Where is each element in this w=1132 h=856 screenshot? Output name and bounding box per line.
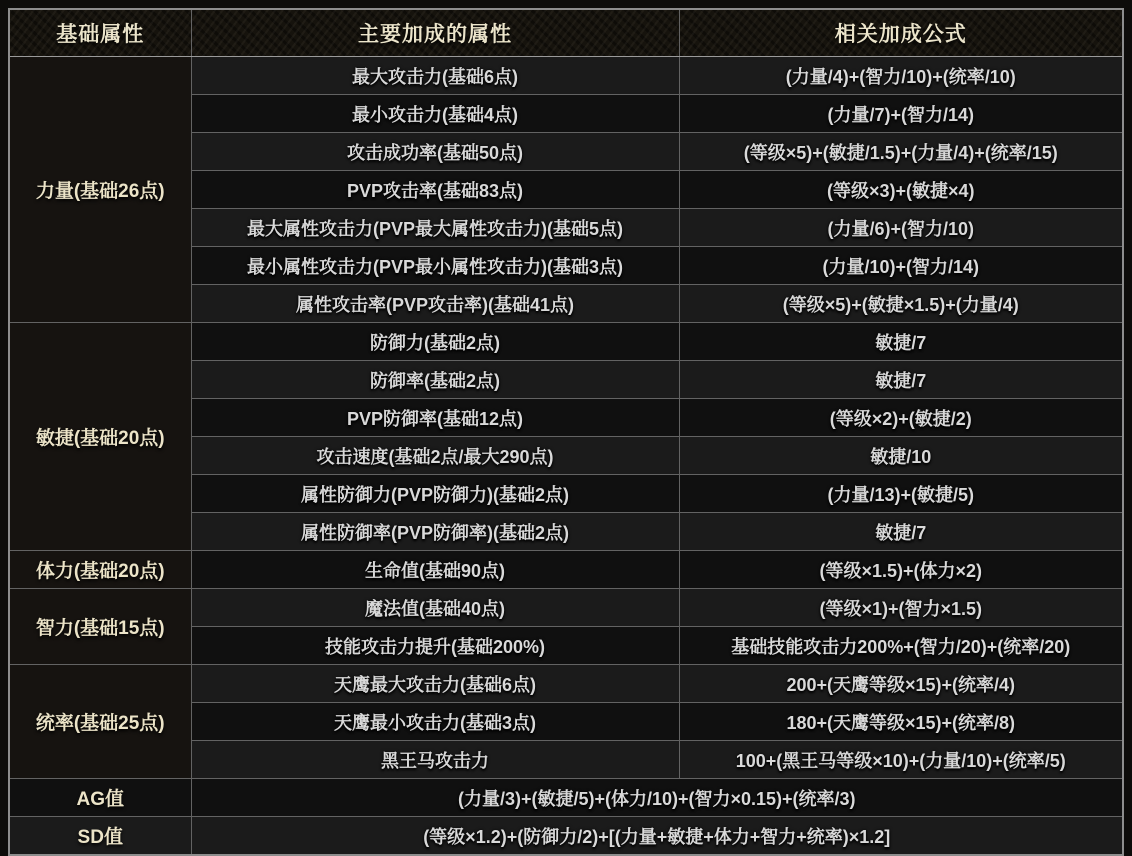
stat-cell: 最大属性攻击力(PVP最大属性攻击力)(基础5点) bbox=[191, 209, 679, 247]
formula-cell: 180+(天鹰等级×15)+(统率/8) bbox=[679, 703, 1123, 741]
formula-cell: 敏捷/7 bbox=[679, 361, 1123, 399]
stat-cell: 属性防御率(PVP防御率)(基础2点) bbox=[191, 513, 679, 551]
stat-cell: 技能攻击力提升(基础200%) bbox=[191, 627, 679, 665]
stat-cell: 最大攻击力(基础6点) bbox=[191, 57, 679, 95]
table-row bbox=[9, 779, 1123, 817]
stat-cell: 魔法值(基础40点) bbox=[191, 589, 679, 627]
attribute-cell-command: 统率(基础25点) bbox=[9, 665, 191, 779]
formula-cell: 敏捷/7 bbox=[679, 513, 1123, 551]
summary-label-sd: SD值 bbox=[9, 817, 191, 856]
formula-cell: 敏捷/7 bbox=[679, 323, 1123, 361]
formula-cell: (力量/7)+(智力/14) bbox=[679, 95, 1123, 133]
formula-cell: (等级×1.5)+(体力×2) bbox=[679, 551, 1123, 589]
stats-table bbox=[8, 8, 1124, 856]
table-row bbox=[9, 57, 1123, 95]
stat-cell: 攻击成功率(基础50点) bbox=[191, 133, 679, 171]
stat-cell: 天鹰最大攻击力(基础6点) bbox=[191, 665, 679, 703]
stat-cell: 黑王马攻击力 bbox=[191, 741, 679, 779]
table-row bbox=[9, 817, 1123, 856]
summary-label-ag: AG值 bbox=[9, 779, 191, 817]
stat-cell: 攻击速度(基础2点/最大290点) bbox=[191, 437, 679, 475]
formula-cell: 100+(黑王马等级×10)+(力量/10)+(统率/5) bbox=[679, 741, 1123, 779]
stat-cell: PVP攻击率(基础83点) bbox=[191, 171, 679, 209]
stat-cell: 属性防御力(PVP防御力)(基础2点) bbox=[191, 475, 679, 513]
formula-cell: (力量/10)+(智力/14) bbox=[679, 247, 1123, 285]
table-row bbox=[9, 665, 1123, 703]
formula-cell: 敏捷/10 bbox=[679, 437, 1123, 475]
stat-cell: 天鹰最小攻击力(基础3点) bbox=[191, 703, 679, 741]
table-row bbox=[9, 551, 1123, 589]
attribute-cell-strength: 力量(基础26点) bbox=[9, 57, 191, 323]
formula-cell: (等级×1)+(智力×1.5) bbox=[679, 589, 1123, 627]
formula-cell: (等级×5)+(敏捷/1.5)+(力量/4)+(统率/15) bbox=[679, 133, 1123, 171]
summary-formula-ag: (力量/3)+(敏捷/5)+(体力/10)+(智力×0.15)+(统率/3) bbox=[191, 779, 1123, 817]
header-base-attribute: 基础属性 bbox=[9, 9, 191, 57]
header-bonus-attribute: 主要加成的属性 bbox=[191, 9, 679, 57]
formula-cell: (力量/6)+(智力/10) bbox=[679, 209, 1123, 247]
stat-cell: 属性攻击率(PVP攻击率)(基础41点) bbox=[191, 285, 679, 323]
table-row bbox=[9, 589, 1123, 627]
formula-cell: (等级×2)+(敏捷/2) bbox=[679, 399, 1123, 437]
stat-cell: 防御率(基础2点) bbox=[191, 361, 679, 399]
formula-cell: (等级×5)+(敏捷×1.5)+(力量/4) bbox=[679, 285, 1123, 323]
table-row bbox=[9, 323, 1123, 361]
header-bonus-formula: 相关加成公式 bbox=[679, 9, 1123, 57]
formula-cell: (力量/4)+(智力/10)+(统率/10) bbox=[679, 57, 1123, 95]
formula-cell: (等级×3)+(敏捷×4) bbox=[679, 171, 1123, 209]
stat-cell: 最小属性攻击力(PVP最小属性攻击力)(基础3点) bbox=[191, 247, 679, 285]
formula-cell: (力量/13)+(敏捷/5) bbox=[679, 475, 1123, 513]
stat-cell: 防御力(基础2点) bbox=[191, 323, 679, 361]
attribute-cell-intelligence: 智力(基础15点) bbox=[9, 589, 191, 665]
formula-cell: 200+(天鹰等级×15)+(统率/4) bbox=[679, 665, 1123, 703]
attribute-cell-agility: 敏捷(基础20点) bbox=[9, 323, 191, 551]
stat-cell: 生命值(基础90点) bbox=[191, 551, 679, 589]
formula-cell: 基础技能攻击力200%+(智力/20)+(统率/20) bbox=[679, 627, 1123, 665]
header-row bbox=[9, 9, 1123, 57]
summary-formula-sd: (等级×1.2)+(防御力/2)+[(力量+敏捷+体力+智力+统率)×1.2] bbox=[191, 817, 1123, 856]
attribute-cell-vitality: 体力(基础20点) bbox=[9, 551, 191, 589]
stat-cell: PVP防御率(基础12点) bbox=[191, 399, 679, 437]
stat-cell: 最小攻击力(基础4点) bbox=[191, 95, 679, 133]
